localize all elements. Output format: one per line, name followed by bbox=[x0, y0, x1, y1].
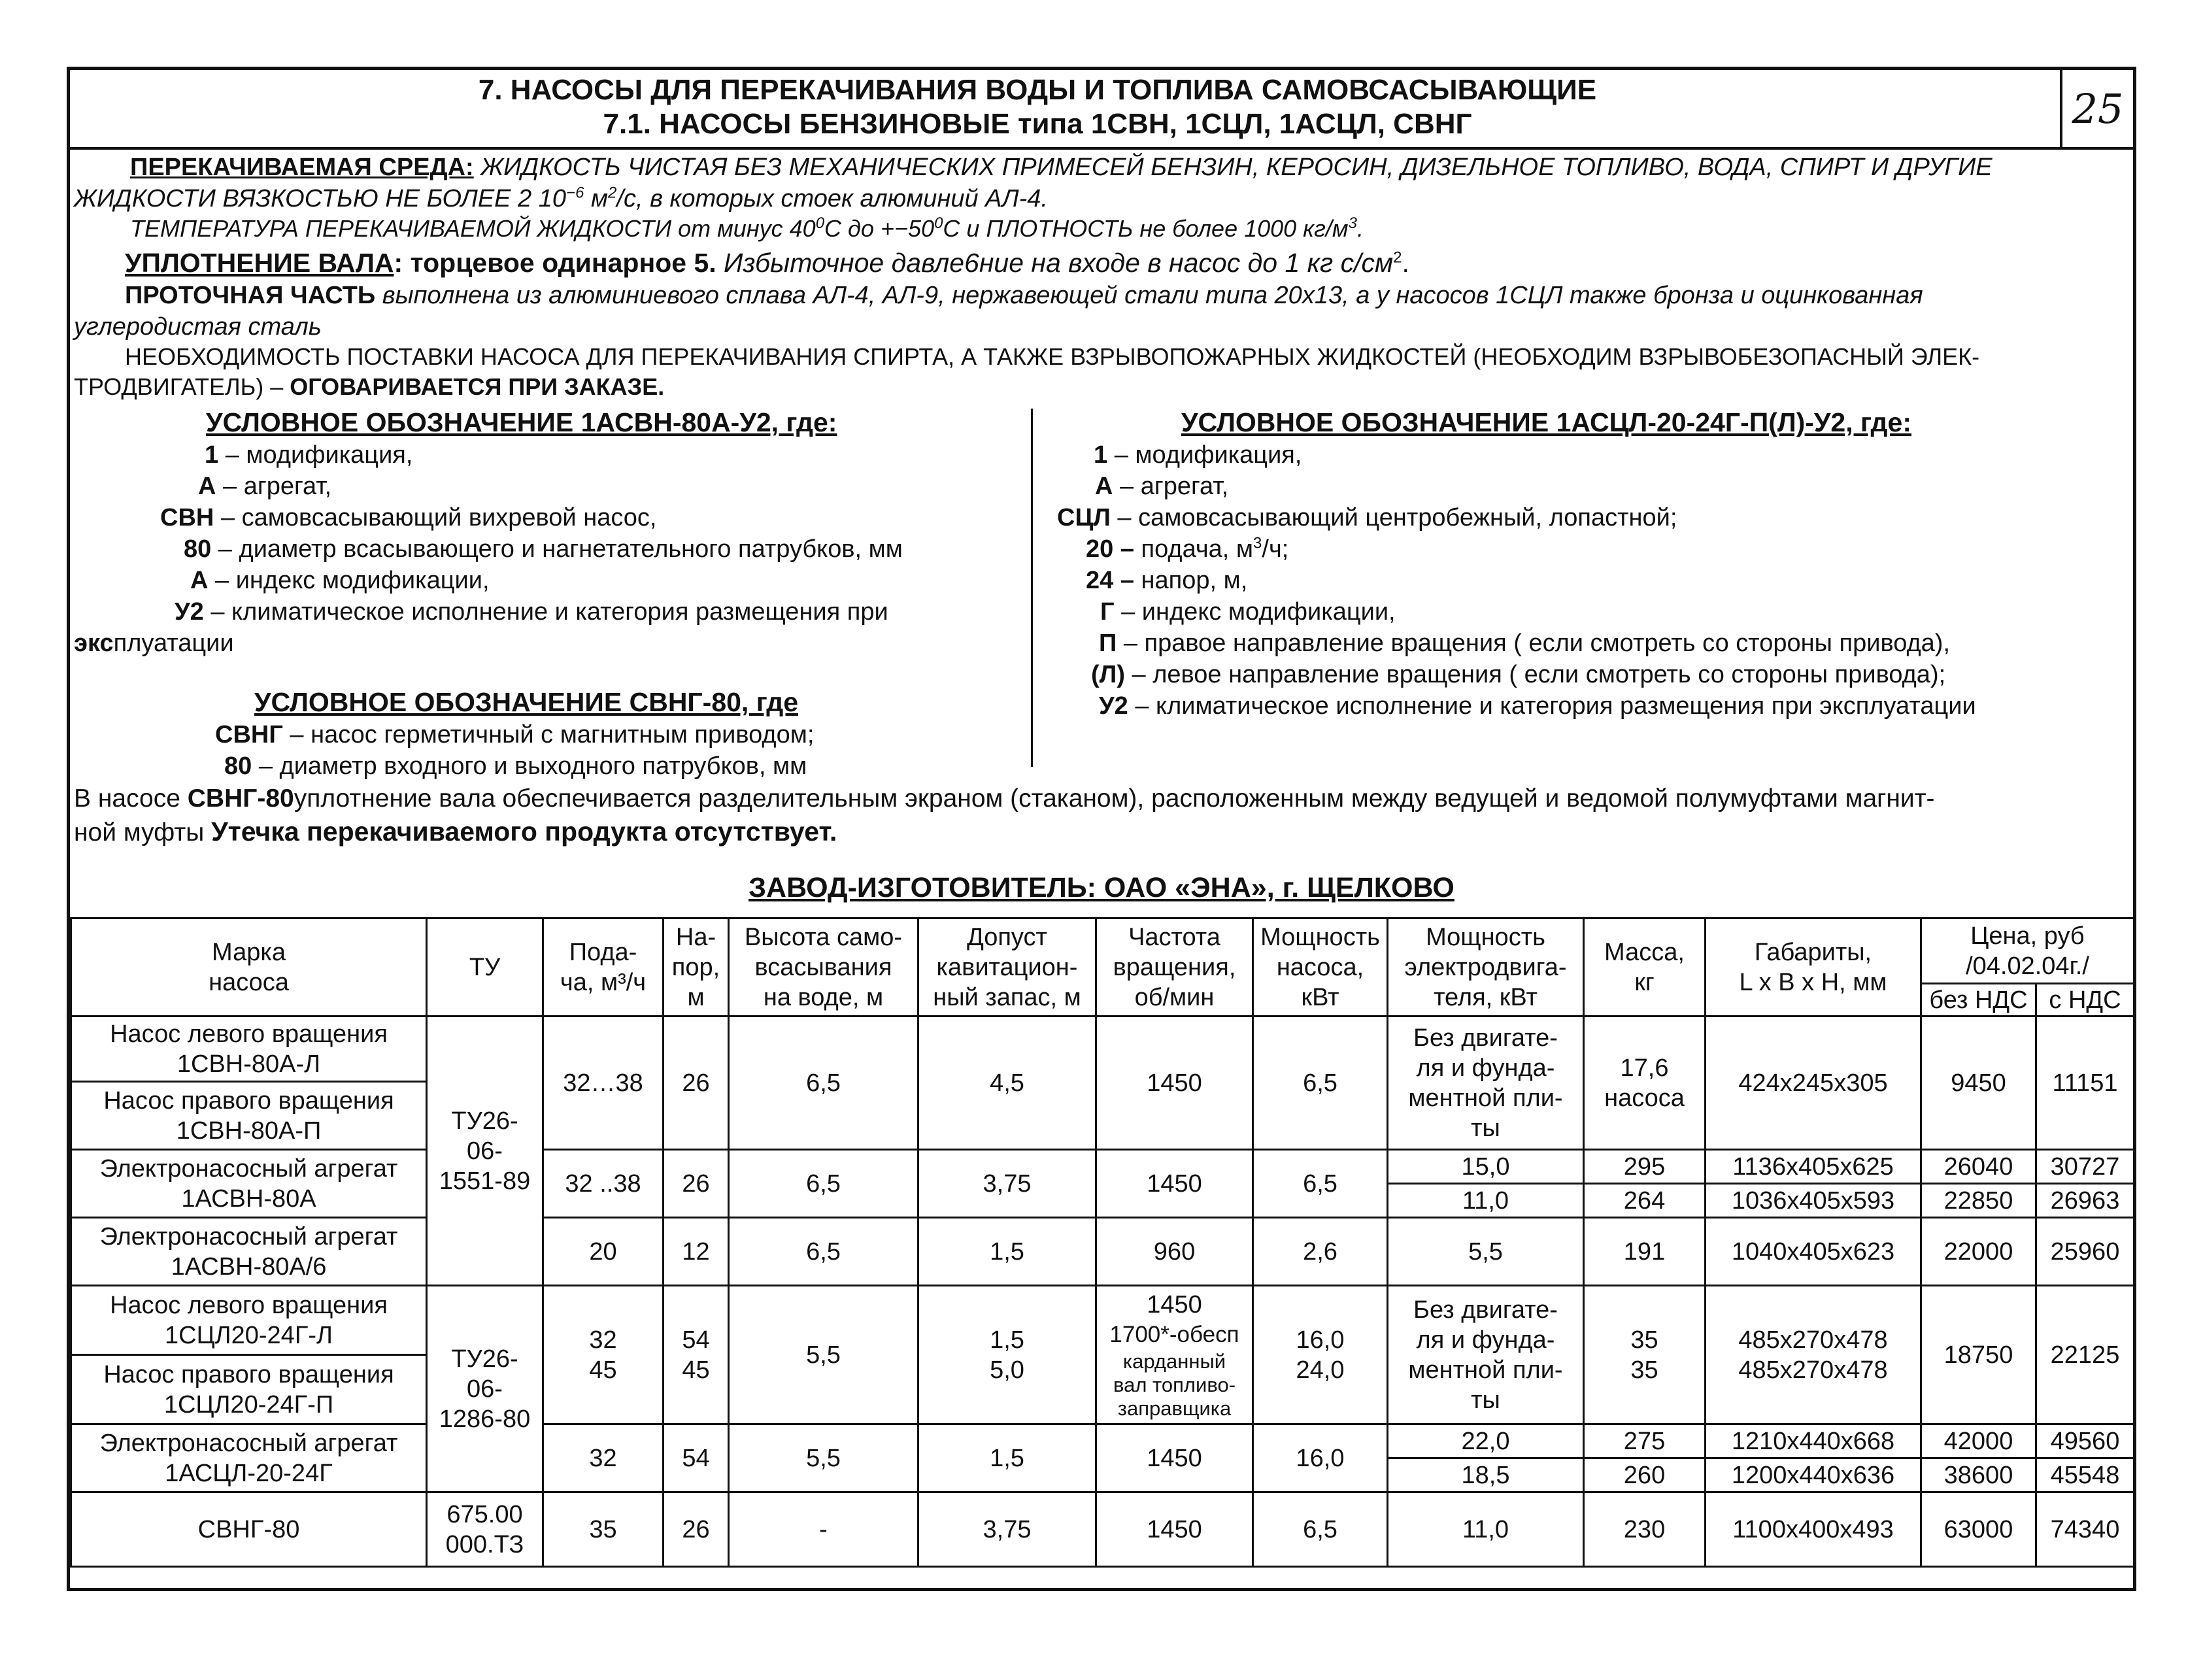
cell-npsh: 1,5 bbox=[918, 1424, 1096, 1492]
cell-flow: 35 bbox=[543, 1492, 664, 1567]
cell-price-vat: 49560 bbox=[2036, 1424, 2134, 1458]
cell-price-vat: 30727 bbox=[2036, 1150, 2134, 1184]
table-row bbox=[71, 1424, 2134, 1458]
cell-price-vat: 22125 bbox=[2036, 1286, 2134, 1424]
item-code: А bbox=[190, 567, 209, 594]
section-title: 7. НАСОСЫ ДЛЯ ПЕРЕКАЧИВАНИЯ ВОДЫ И ТОПЛИВА САМОВСАСЫВАЮЩИЕ bbox=[478, 74, 1597, 106]
cell-brand: Насос левого вращения 1СВН-80А-Л bbox=[71, 1016, 427, 1082]
left-heading-2: УСЛОВНОЕ ОБОЗНАЧЕНИЕ СВНГ-80, где bbox=[254, 687, 799, 717]
cell-flow: 32 45 bbox=[543, 1286, 664, 1424]
right-heading: УСЛОВНОЕ ОБОЗНАЧЕНИЕ 1АСЦЛ-20-24Г-П(Л)-У2, где: bbox=[1181, 407, 1912, 437]
cell-rpm: 1450 bbox=[1096, 1016, 1253, 1150]
item-code: 80 bbox=[184, 535, 212, 563]
cell-dims: 1040x405x623 bbox=[1706, 1218, 1921, 1286]
cell-pump-power: 16,0 bbox=[1253, 1424, 1388, 1492]
note-e: Утечка перекачиваемого продукта отсутствует. bbox=[211, 816, 837, 847]
viscosity-line bbox=[74, 184, 1048, 214]
item-code: (Л) bbox=[1091, 661, 1125, 688]
right-item bbox=[1099, 628, 1950, 658]
need-text-2b: ОГОВАРИВАЕТСЯ ПРИ ЗАКАЗЕ. bbox=[290, 373, 665, 400]
cell-head: 54 45 bbox=[664, 1286, 729, 1424]
cell-flow: 32 bbox=[543, 1424, 664, 1492]
viscosity-unit: м bbox=[584, 185, 609, 212]
item-code: 24 – bbox=[1086, 567, 1134, 594]
cell-dims: 1200x440x636 bbox=[1706, 1458, 1921, 1492]
item-desc: – модификация, bbox=[218, 441, 413, 469]
col-head: На- пор, м bbox=[664, 918, 729, 1016]
flow-text: выполнена из алюминиевого сплава АЛ-4, АЛ-9, нержавеющей стали типа 20х13, а у насосов 1СЦЛ также бронза и оцинкованная bbox=[375, 282, 1923, 309]
note-line bbox=[74, 784, 1935, 814]
item-desc: – диаметр входного и выходного патрубков, мм bbox=[252, 752, 807, 780]
left-item-2 bbox=[224, 751, 807, 781]
rpm-note: карданный вал топливо- заправщика bbox=[1113, 1349, 1236, 1420]
cell-dims: 1210x440x668 bbox=[1706, 1424, 1921, 1458]
item-code: Г bbox=[1100, 598, 1115, 626]
cell-mass: 264 bbox=[1584, 1184, 1706, 1218]
note-b: СВНГ-80 bbox=[187, 784, 294, 813]
cell-rpm: 1450 bbox=[1096, 1424, 1253, 1492]
item-desc: – левое направление вращения ( если смотреть со стороны привода); bbox=[1124, 661, 1946, 688]
cell-rpm: 1450 bbox=[1096, 1150, 1253, 1218]
col-tu: ТУ bbox=[427, 918, 543, 1016]
cell-motor: 11,0 bbox=[1388, 1184, 1584, 1218]
item-desc: – климатическое исполнение и категория размещения при bbox=[203, 598, 888, 626]
table-row bbox=[71, 1016, 2134, 1082]
cell-suction: - bbox=[729, 1492, 918, 1567]
seal-end: . bbox=[1402, 248, 1409, 278]
cell-flow: 20 bbox=[543, 1218, 664, 1286]
col-dims: Габариты, L x B x H, мм bbox=[1706, 918, 1921, 1016]
item-code: У2 bbox=[175, 598, 204, 626]
item-desc: – индекс модификации, bbox=[208, 567, 490, 594]
item-desc: – правое направление вращения ( если смотреть со стороны привода), bbox=[1117, 630, 1951, 657]
header-divider bbox=[70, 147, 2133, 150]
left-item bbox=[205, 440, 412, 470]
cell-price-no-vat: 38600 bbox=[1921, 1458, 2036, 1492]
cell-price-vat: 11151 bbox=[2036, 1016, 2134, 1150]
item-desc: подача, м bbox=[1134, 535, 1254, 563]
unit-end: /ч; bbox=[1262, 535, 1289, 563]
cell-npsh: 3,75 bbox=[918, 1150, 1096, 1218]
need-line-2 bbox=[74, 372, 664, 402]
right-item bbox=[1086, 565, 1247, 596]
temp-deg1: 0 bbox=[815, 214, 825, 232]
col-npsh: Допуст кавитацион- ный запас, м bbox=[918, 918, 1096, 1016]
cell-brand: Электронасосный агрегат 1АСЦЛ-20-24Г bbox=[71, 1424, 427, 1492]
col-flow: Пода- ча, м³/ч bbox=[543, 918, 664, 1016]
right-item bbox=[1094, 440, 1302, 470]
temp-text-b: С до +−50 bbox=[824, 215, 935, 242]
table-row bbox=[71, 1150, 2134, 1184]
cell-motor: 18,5 bbox=[1388, 1458, 1584, 1492]
cell-npsh: 1,5 5,0 bbox=[918, 1286, 1096, 1424]
need-line: НЕОБХОДИМОСТЬ ПОСТАВКИ НАСОСА ДЛЯ ПЕРЕКАЧИВАНИЯ СПИРТА, А ТАКЖЕ ВЗРЫВОПОЖАРНЫХ ЖИДКОСТЕЙ (НЕОБХОДИМ ВЗРЫВОБЕЗОПАСНЫЙ ЭЛЕК- bbox=[125, 343, 1980, 370]
viscosity-rest: /с, в которых стоек алюминий АЛ-4. bbox=[616, 185, 1048, 212]
left-item-2 bbox=[215, 720, 814, 750]
temp-deg2: 0 bbox=[934, 214, 943, 232]
cell-price-no-vat: 26040 bbox=[1921, 1150, 2036, 1184]
medium-text: ЖИДКОСТЬ ЧИСТАЯ БЕЗ МЕХАНИЧЕСКИХ ПРИМЕСЕЙ БЕНЗИН, КЕРОСИН, ДИЗЕЛЬНОЕ ТОПЛИВО, ВОДА, СПИРТ И ДРУГИЕ bbox=[480, 154, 1993, 181]
table-row bbox=[71, 1286, 2134, 1355]
page-frame bbox=[67, 67, 2136, 1591]
col-brand: Марка насоса bbox=[71, 918, 427, 1016]
cell-price-no-vat: 9450 bbox=[1921, 1016, 2036, 1150]
item-desc: – насос герметичный с магнитным приводом; bbox=[282, 721, 815, 748]
cell-head: 26 bbox=[664, 1016, 729, 1150]
seal-text: Избыточное давле6ние на входе в насос до 1 кг с/см bbox=[716, 248, 1394, 278]
item-desc: – агрегат, bbox=[1113, 473, 1229, 500]
cell-head: 12 bbox=[664, 1218, 729, 1286]
item-desc: – самовсасывающий вихревой насос, bbox=[214, 504, 657, 531]
cell-brand: Электронасосный агрегат 1АСВН-80А/6 bbox=[71, 1218, 427, 1286]
flow-line bbox=[125, 280, 1923, 311]
wrap-bold: экс bbox=[74, 630, 114, 657]
col-price: Цена, руб /04.02.04г./ bbox=[1921, 918, 2134, 984]
rpm-main: 1450 bbox=[1147, 1290, 1202, 1319]
col-mass: Масса, кг bbox=[1584, 918, 1706, 1016]
item-code: У2 bbox=[1099, 692, 1128, 720]
cell-brand: Насос левого вращения 1СЦЛ20-24Г-Л bbox=[71, 1286, 427, 1355]
medium-label: ПЕРЕКАЧИВАЕМАЯ СРЕДА: bbox=[130, 154, 474, 181]
temp-text-c: С и ПЛОТНОСТЬ не более 1000 кг/м bbox=[943, 215, 1349, 242]
left-item bbox=[198, 471, 331, 501]
cell-pump-power: 2,6 bbox=[1253, 1218, 1388, 1286]
cell-mass: 17,6 насоса bbox=[1584, 1016, 1706, 1150]
viscosity-text: ЖИДКОСТИ ВЯЗКОСТЬЮ НЕ БОЛЕЕ 2 10 bbox=[74, 185, 567, 212]
note-line-2 bbox=[74, 816, 837, 848]
cell-npsh: 3,75 bbox=[918, 1492, 1096, 1567]
cell-rpm: 1450 bbox=[1096, 1492, 1253, 1567]
col-pump-power: Мощность насоса, кВт bbox=[1253, 918, 1388, 1016]
item-code: СЦЛ bbox=[1057, 504, 1111, 531]
flow-line-2: углеродистая сталь bbox=[74, 313, 322, 341]
cell-pump-power: 6,5 bbox=[1253, 1150, 1388, 1218]
item-desc: – модификация, bbox=[1107, 441, 1302, 469]
left-item bbox=[160, 503, 656, 533]
cell-pump-power: 6,5 bbox=[1253, 1016, 1388, 1150]
cell-suction: 6,5 bbox=[729, 1150, 918, 1218]
item-code: 1 bbox=[205, 441, 219, 469]
col-motor-power: Мощность электродвига- теля, кВт bbox=[1388, 918, 1584, 1016]
seal-sq: 2 bbox=[1393, 248, 1402, 267]
cell-motor: 15,0 bbox=[1388, 1150, 1584, 1184]
left-item bbox=[184, 534, 903, 564]
item-code: А bbox=[1095, 473, 1113, 500]
wrap-text: плуатации bbox=[113, 630, 234, 657]
cell-motor: 22,0 bbox=[1388, 1424, 1584, 1458]
item-code: А bbox=[198, 473, 216, 500]
item-desc: – индекс модификации, bbox=[1114, 598, 1396, 626]
cell-brand: Электронасосный агрегат 1АСВН-80А bbox=[71, 1150, 427, 1218]
cell-mass: 35 35 bbox=[1584, 1286, 1706, 1424]
cell-motor: Без двигате- ля и фунда- ментной пли- ты bbox=[1388, 1016, 1584, 1150]
cell-suction: 6,5 bbox=[729, 1218, 918, 1286]
temp-text: ТЕМПЕРАТУРА ПЕРЕКАЧИВАЕМОЙ ЖИДКОСТИ от минус 40 bbox=[130, 215, 816, 242]
cell-rpm: 960 bbox=[1096, 1218, 1253, 1286]
seal-label: УПЛОТНЕНИЕ ВАЛА bbox=[125, 248, 394, 278]
item-desc: – самовсасывающий центробежный, лопастной; bbox=[1110, 504, 1677, 531]
left-item bbox=[190, 565, 490, 596]
temp-end: . bbox=[1356, 215, 1364, 242]
cell-price-vat: 74340 bbox=[2036, 1492, 2134, 1567]
cell-flow: 32 ..38 bbox=[543, 1150, 664, 1218]
seal-bold: : торцевое одинарное 5. bbox=[394, 248, 716, 278]
cell-price-no-vat: 42000 bbox=[1921, 1424, 2036, 1458]
cell-rpm bbox=[1096, 1286, 1253, 1424]
cell-motor: 11,0 bbox=[1388, 1492, 1584, 1567]
viscosity-sq: 2 bbox=[608, 184, 617, 202]
cell-dims: 485x270x478 485x270x478 bbox=[1706, 1286, 1921, 1424]
right-item bbox=[1091, 660, 1945, 690]
item-desc: – диаметр всасывающего и нагнетательного патрубков, мм bbox=[211, 535, 903, 563]
cell-dims: 1100x400x493 bbox=[1706, 1492, 1921, 1567]
cell-tu: ТУ26- 06- 1286-80 bbox=[427, 1286, 543, 1492]
cell-price-vat: 25960 bbox=[2036, 1218, 2134, 1286]
cell-tu: 675.00 000.ТЗ bbox=[427, 1492, 543, 1567]
cell-price-vat: 45548 bbox=[2036, 1458, 2134, 1492]
cell-price-vat: 26963 bbox=[2036, 1184, 2134, 1218]
item-code: 80 bbox=[224, 752, 252, 780]
flow-bold: ПРОТОЧНАЯ ЧАСТЬ bbox=[125, 282, 376, 309]
seal-line bbox=[125, 248, 1409, 278]
cell-brand: Насос правого вращения 1СЦЛ20-24Г-П bbox=[71, 1355, 427, 1424]
cell-head: 26 bbox=[664, 1150, 729, 1218]
right-item bbox=[1086, 534, 1288, 564]
right-item bbox=[1099, 691, 1976, 721]
cell-pump-power: 6,5 bbox=[1253, 1492, 1388, 1567]
need-text-2a: ТРОДВИГАТЕЛЬ) – bbox=[74, 373, 290, 400]
cell-mass: 275 bbox=[1584, 1424, 1706, 1458]
rpm-alt: 1700*-обесп bbox=[1109, 1321, 1239, 1347]
cell-npsh: 4,5 bbox=[918, 1016, 1096, 1150]
manufacturer: ЗАВОД-ИЗГОТОВИТЕЛЬ: ОАО «ЭНА», г. ЩЕЛКОВО bbox=[748, 872, 1455, 903]
cell-pump-power: 16,0 24,0 bbox=[1253, 1286, 1388, 1424]
item-desc: напор, м, bbox=[1134, 567, 1248, 594]
left-wrap bbox=[74, 628, 234, 658]
cell-npsh: 1,5 bbox=[918, 1218, 1096, 1286]
col-price-vat: с НДС bbox=[2036, 984, 2134, 1016]
item-code: П bbox=[1099, 630, 1117, 657]
temp-cube: 3 bbox=[1348, 214, 1357, 232]
cell-motor: Без двигате- ля и фунда- ментной пли- ты bbox=[1388, 1286, 1584, 1424]
medium-line bbox=[130, 152, 1993, 182]
cell-dims: 1036x405x593 bbox=[1706, 1184, 1921, 1218]
viscosity-exp: −6 bbox=[566, 184, 584, 202]
cell-head: 54 bbox=[664, 1424, 729, 1492]
cell-flow: 32…38 bbox=[543, 1016, 664, 1150]
subsection-title: 7.1. НАСОСЫ БЕНЗИНОВЫЕ типа 1СВН, 1СЦЛ, 1АСЦЛ, СВНГ bbox=[603, 108, 1472, 140]
cell-mass: 191 bbox=[1584, 1218, 1706, 1286]
item-code: 1 bbox=[1094, 441, 1108, 469]
right-item bbox=[1100, 597, 1396, 627]
table-row bbox=[71, 1492, 2134, 1567]
right-item bbox=[1095, 471, 1228, 501]
cell-dims: 424x245x305 bbox=[1706, 1016, 1921, 1150]
cell-suction: 5,5 bbox=[729, 1286, 918, 1424]
cell-price-no-vat: 22000 bbox=[1921, 1218, 2036, 1286]
cell-suction: 6,5 bbox=[729, 1016, 918, 1150]
cell-brand: Насос правого вращения 1СВН-80А-П bbox=[71, 1082, 427, 1150]
note-a: В насосе bbox=[74, 784, 188, 813]
col-price-no-vat: без НДС bbox=[1921, 984, 2036, 1016]
cell-mass: 295 bbox=[1584, 1150, 1706, 1184]
left-item bbox=[175, 597, 888, 627]
col-suction: Высота само- всасывания на воде, м bbox=[729, 918, 918, 1016]
cell-price-no-vat: 63000 bbox=[1921, 1492, 2036, 1567]
item-code: 20 – bbox=[1086, 535, 1134, 563]
unit-sup: 3 bbox=[1253, 534, 1262, 552]
cell-price-no-vat: 18750 bbox=[1921, 1286, 2036, 1424]
cell-brand: СВНГ-80 bbox=[71, 1492, 427, 1567]
item-code: СВНГ bbox=[215, 721, 283, 748]
cell-suction: 5,5 bbox=[729, 1424, 918, 1492]
table-row bbox=[71, 1218, 2134, 1286]
header-row bbox=[71, 918, 2134, 984]
cell-dims: 1136x405x625 bbox=[1706, 1150, 1921, 1184]
cell-price-no-vat: 22850 bbox=[1921, 1184, 2036, 1218]
temperature-line bbox=[130, 214, 1364, 244]
column-divider bbox=[1031, 409, 1033, 767]
left-heading: УСЛОВНОЕ ОБОЗНАЧЕНИЕ 1АСВН-80А-У2, где: bbox=[206, 407, 837, 437]
page-number: 25 bbox=[2060, 70, 2133, 147]
col-rpm: Частота вращения, об/мин bbox=[1096, 918, 1253, 1016]
cell-tu: ТУ26- 06- 1551-89 bbox=[427, 1016, 543, 1286]
note-c: уплотнение вала обеспечивается разделительным экраном (стаканом), расположенным между ведущей и ведомой полумуфтами магнит- bbox=[294, 784, 1935, 813]
item-desc: – климатическое исполнение и категория размещения при эксплуатации bbox=[1128, 692, 1976, 720]
cell-mass: 230 bbox=[1584, 1492, 1706, 1567]
item-desc: – агрегат, bbox=[216, 473, 332, 500]
right-item bbox=[1057, 503, 1677, 533]
cell-mass: 260 bbox=[1584, 1458, 1706, 1492]
pump-table bbox=[70, 917, 2135, 1568]
cell-motor: 5,5 bbox=[1388, 1218, 1584, 1286]
note-d: ной муфты bbox=[74, 818, 212, 847]
item-code: СВН bbox=[160, 504, 214, 531]
cell-head: 26 bbox=[664, 1492, 729, 1567]
